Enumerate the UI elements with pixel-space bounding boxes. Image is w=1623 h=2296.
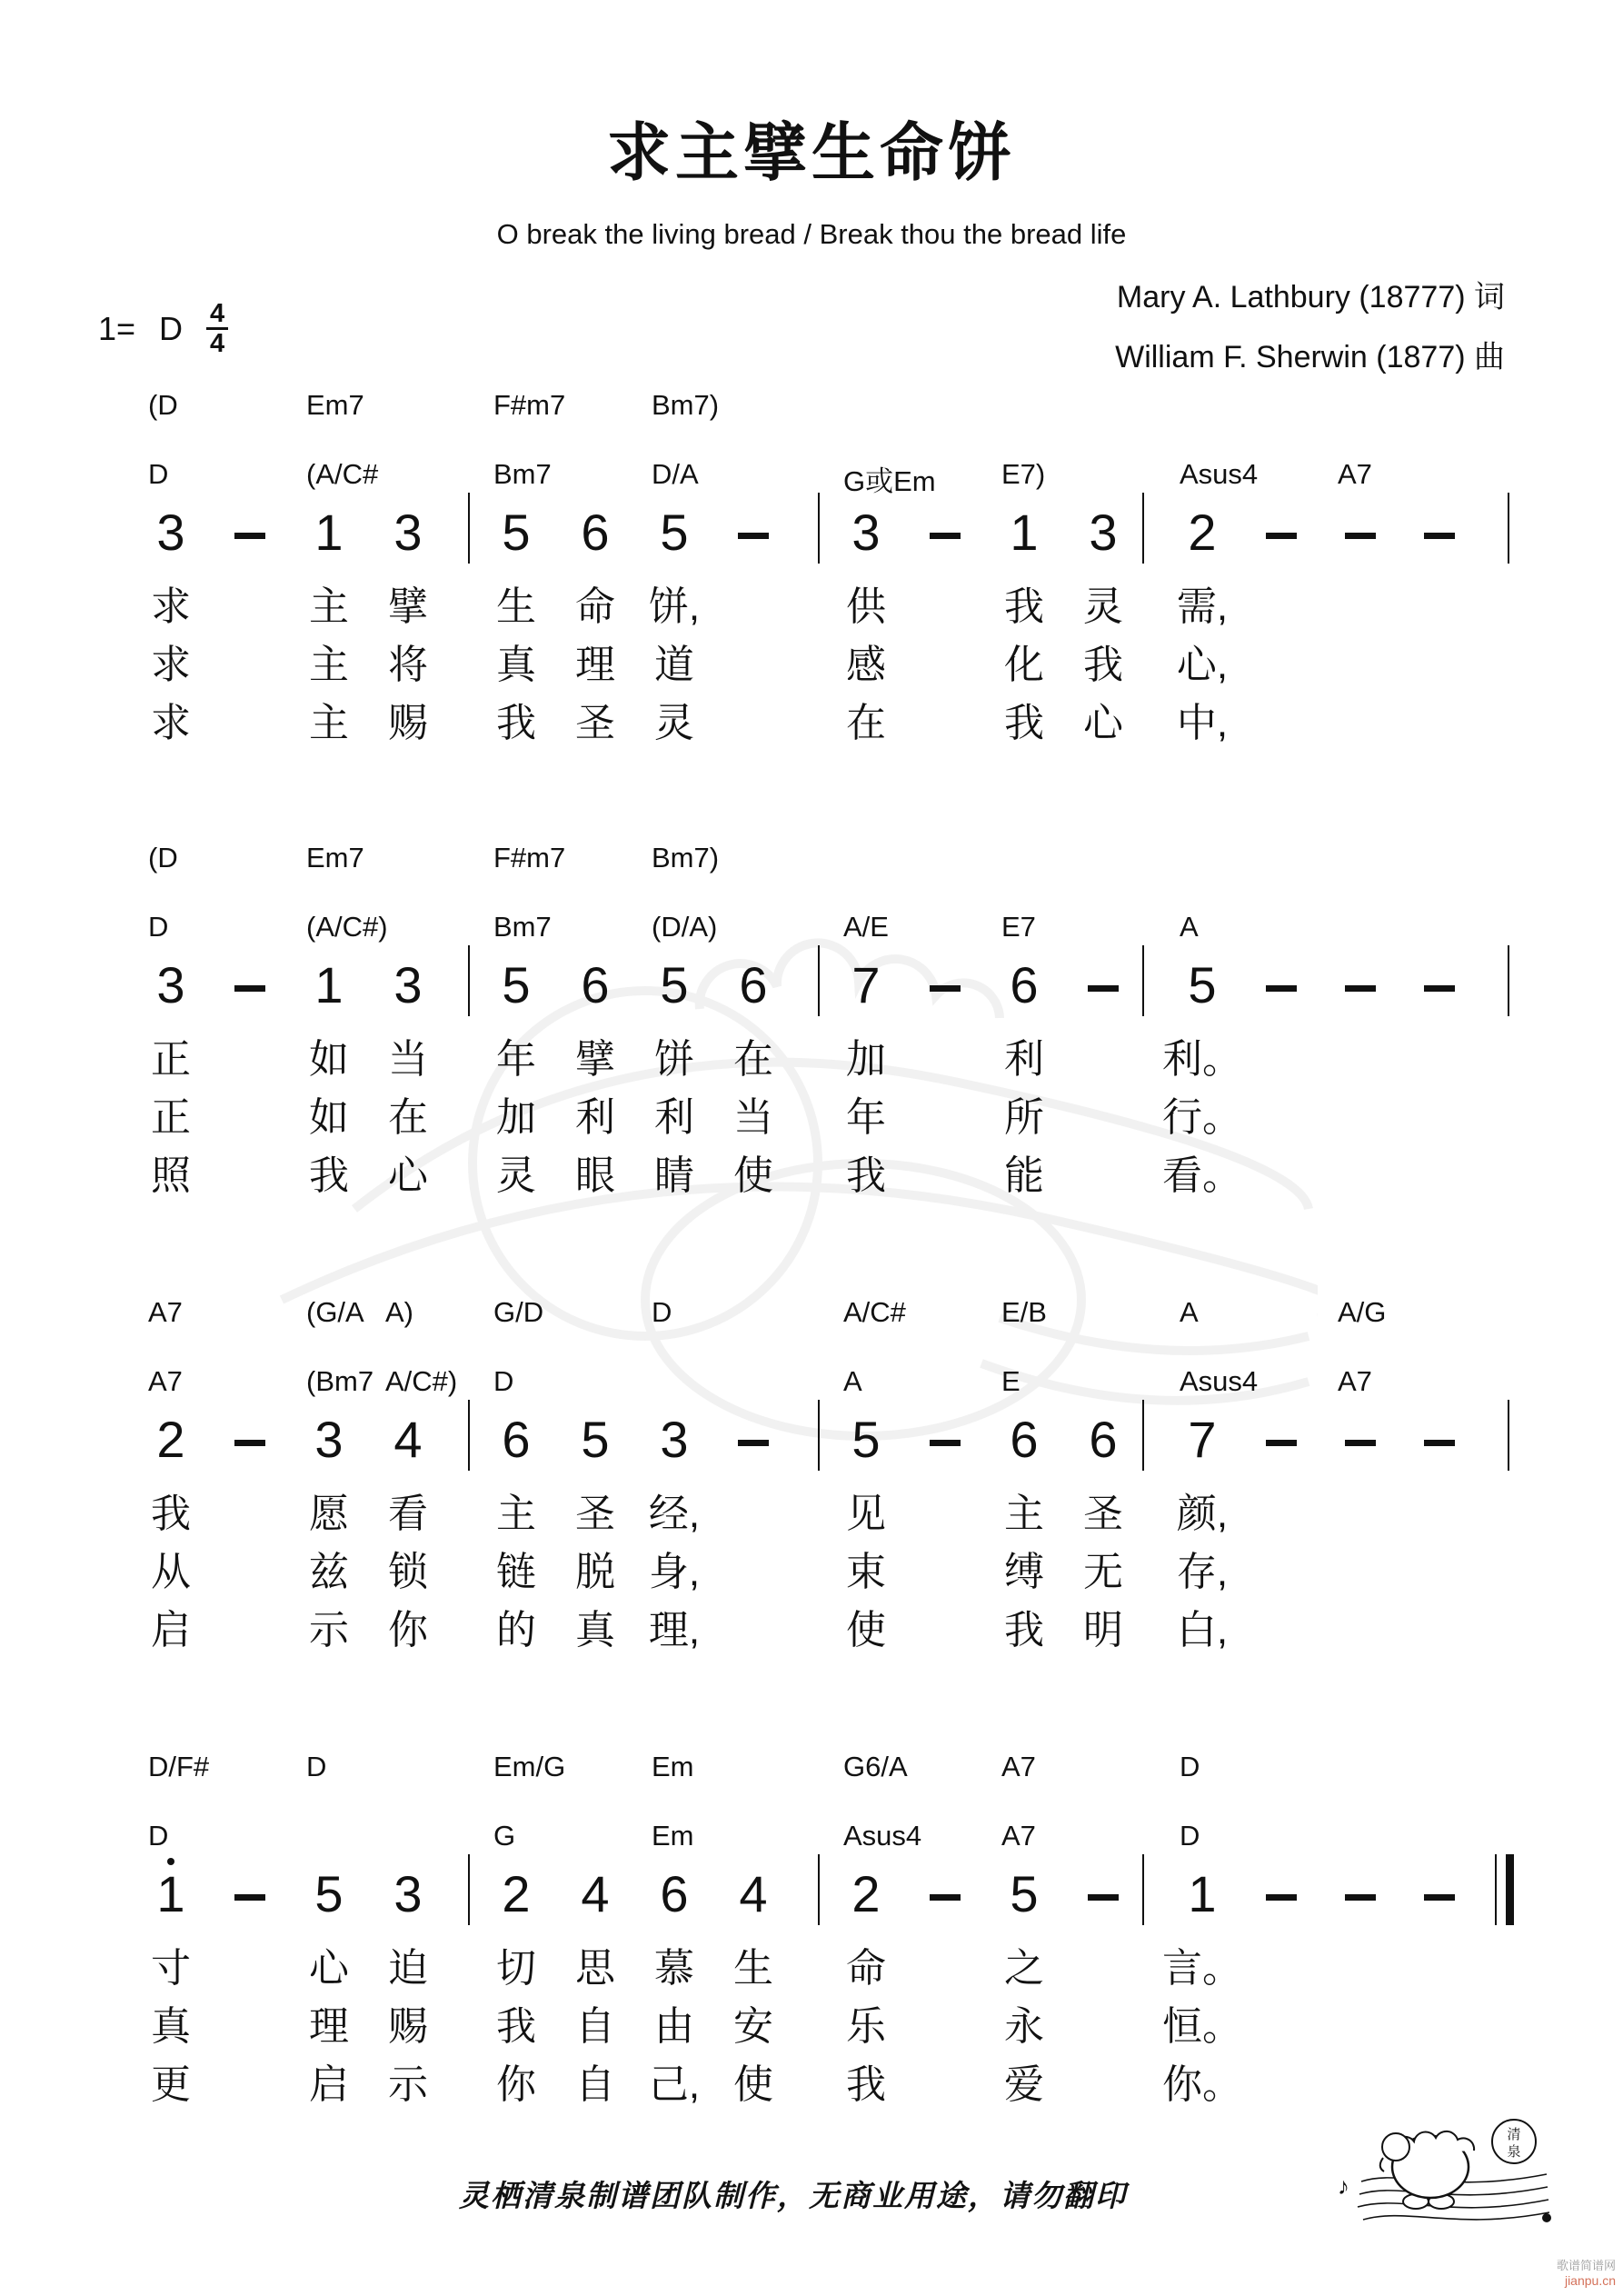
chord-label: A/C#	[843, 1296, 906, 1328]
lyric-syllable: 加	[496, 1095, 536, 1140]
chord-label: D/F#	[148, 1751, 210, 1782]
note-dash	[1088, 985, 1119, 992]
lyric-syllable: 当	[733, 1095, 773, 1140]
lyric-syllable: 看。	[1162, 1153, 1242, 1198]
lyric-syllable: 我	[1083, 643, 1123, 687]
site-name: 歌谱简谱网	[1556, 2259, 1616, 2272]
sheep-figure	[1380, 2131, 1474, 2209]
lyric-syllable: 心	[388, 1153, 428, 1198]
note-dash	[930, 533, 961, 539]
lyric-syllable: 使	[733, 2062, 773, 2107]
time-signature-numerator: 4	[206, 300, 228, 330]
note-dash	[234, 1894, 265, 1901]
logo-badge-text-top: 清	[1507, 2127, 1521, 2142]
lyric-syllable: 眼	[575, 1153, 615, 1198]
lyric-syllable: 存,	[1176, 1550, 1229, 1594]
lyric-syllable: 道	[654, 643, 694, 687]
note-dash	[1088, 1894, 1119, 1901]
lyric-syllable: 切	[496, 1946, 536, 1991]
note-digit: 3	[156, 956, 185, 1013]
chord-label: D	[148, 1820, 169, 1852]
note-digit: 1	[1188, 1865, 1217, 1922]
note-digit: 2	[1188, 504, 1217, 561]
chord-label: E/B	[1001, 1296, 1047, 1328]
logo-badge	[1492, 2120, 1536, 2163]
chord-label: Em/G	[493, 1751, 566, 1782]
system-2	[0, 834, 1623, 1207]
chord-label: Bm7	[493, 458, 552, 490]
lyric-syllable: 正	[151, 1095, 191, 1140]
lyric-syllable: 我	[846, 2062, 886, 2107]
note-digit: 7	[851, 956, 881, 1013]
note-dash	[234, 533, 265, 539]
note-digit: 4	[393, 1411, 423, 1468]
note-dash	[1266, 985, 1297, 992]
lyric-syllable: 自	[575, 2062, 615, 2107]
barline	[818, 1854, 820, 1925]
lyric-syllable: 你	[496, 2062, 536, 2107]
note-digit: 5	[1010, 1865, 1039, 1922]
publisher-sheep-logo	[1336, 2111, 1554, 2256]
barline	[468, 945, 470, 1016]
lyric-syllable: 经,	[648, 1492, 701, 1536]
lyric-syllable: 感	[846, 643, 886, 687]
note-digit: 1	[156, 1865, 185, 1922]
lyric-syllable: 心	[309, 1946, 349, 1991]
note-digit: 3	[314, 1411, 344, 1468]
lyric-syllable: 乐	[846, 2004, 886, 2049]
note-dash	[1424, 985, 1455, 992]
lyric-syllable: 永	[1004, 2004, 1044, 2049]
chord-label: G/D	[493, 1296, 544, 1328]
chord-label: A)	[385, 1296, 413, 1328]
final-barline-thick	[1506, 1854, 1514, 1925]
barline	[818, 945, 820, 1016]
lyric-syllable: 从	[151, 1550, 191, 1594]
lyric-syllable: 心	[1083, 701, 1123, 745]
lyric-syllable: 赐	[388, 2004, 428, 2049]
lyric-syllable: 我	[151, 1492, 191, 1536]
note-dash	[1424, 1440, 1455, 1446]
chord-label: Em	[652, 1820, 694, 1852]
lyric-syllable: 愿	[309, 1492, 349, 1536]
note-digit: 5	[660, 504, 689, 561]
chord-label: D	[1180, 1820, 1200, 1852]
lyric-syllable: 理,	[648, 1608, 701, 1652]
lyric-syllable: 中,	[1176, 701, 1229, 745]
barline	[818, 1400, 820, 1471]
note-digit: 5	[1188, 956, 1217, 1013]
barline	[1508, 1400, 1509, 1471]
lyric-syllable: 在	[846, 701, 886, 745]
lyric-syllable: 主	[309, 643, 349, 687]
chord-label: D	[306, 1751, 327, 1782]
lyric-syllable: 身,	[648, 1550, 701, 1594]
lyric-syllable: 真	[575, 1608, 615, 1652]
barline	[1142, 945, 1144, 1016]
lyric-syllable: 饼,	[648, 584, 701, 629]
chord-label: A	[1180, 911, 1199, 943]
lyric-syllable: 擘	[575, 1037, 615, 1082]
lyric-syllable: 圣	[1083, 1492, 1123, 1536]
logo-badge-text-bottom: 泉	[1507, 2144, 1521, 2160]
footer-note: 灵栖清泉制谱团队制作，无商业用途，请勿翻印	[459, 2178, 1127, 2213]
lyric-syllable: 明	[1083, 1608, 1123, 1652]
lyric-syllable: 求	[151, 701, 191, 745]
lyric-syllable: 利。	[1162, 1037, 1242, 1082]
note-digit: 1	[314, 956, 344, 1013]
site-watermark	[1557, 2258, 1616, 2289]
lyric-syllable: 我	[1004, 1608, 1044, 1652]
chord-label: (Bm7	[306, 1365, 374, 1397]
note-digit: 3	[1089, 504, 1118, 561]
lyric-syllable: 灵	[654, 701, 694, 745]
lyric-syllable: 心,	[1176, 643, 1229, 687]
lyric-syllable: 理	[309, 2004, 349, 2049]
chord-label: G	[493, 1820, 516, 1852]
lyric-syllable: 寸	[151, 1946, 191, 1991]
lyric-syllable: 在	[388, 1095, 428, 1140]
note-dash	[1424, 1894, 1455, 1901]
note-digit: 3	[393, 1865, 423, 1922]
note-digit: 3	[851, 504, 881, 561]
note-dash	[738, 533, 769, 539]
lyric-syllable: 主	[1004, 1492, 1044, 1536]
note-dash	[930, 1894, 961, 1901]
chord-label: G或Em	[843, 465, 936, 497]
lyric-syllable: 真	[496, 643, 536, 687]
lyric-syllable: 之	[1004, 1946, 1044, 1991]
lyric-syllable: 灵	[1083, 584, 1123, 629]
chord-label: (D	[148, 842, 178, 873]
chord-label: Asus4	[1180, 1365, 1259, 1397]
lyric-syllable: 赐	[388, 701, 428, 745]
chord-label: D/A	[652, 458, 699, 490]
lyric-syllable: 灵	[496, 1153, 536, 1198]
lyric-syllable: 启	[151, 1608, 191, 1652]
lyric-syllable: 锁	[388, 1550, 428, 1594]
lyric-syllable: 真	[151, 2004, 191, 2049]
lyric-syllable: 在	[733, 1037, 773, 1082]
note-digit: 6	[581, 504, 610, 561]
lyric-syllable: 如	[309, 1037, 349, 1082]
staff-end-dot	[1542, 2213, 1551, 2222]
chord-label: A	[843, 1365, 862, 1397]
note-digit: 6	[739, 956, 768, 1013]
lyric-syllable: 命	[575, 584, 615, 629]
lyric-syllable: 照	[151, 1153, 191, 1198]
lyric-syllable: 求	[151, 584, 191, 629]
song-title: 求主擘生命饼	[607, 117, 1016, 188]
lyric-syllable: 我	[846, 1153, 886, 1198]
lyric-syllable: 所	[1004, 1095, 1044, 1140]
lyric-syllable: 主	[309, 701, 349, 745]
lyric-syllable: 恒。	[1162, 2004, 1242, 2049]
note-dash	[1345, 985, 1376, 992]
note-dash	[930, 985, 961, 992]
lyric-syllable: 命	[846, 1946, 886, 1991]
lyric-syllable: 将	[388, 643, 428, 687]
lyric-syllable: 迫	[388, 1946, 428, 1991]
note-digit: 6	[660, 1865, 689, 1922]
note-dash	[1345, 1894, 1376, 1901]
lyric-syllable: 饼	[654, 1037, 694, 1082]
lyric-syllable: 束	[846, 1550, 886, 1594]
lyric-syllable: 加	[846, 1037, 886, 1082]
note-digit: 3	[393, 504, 423, 561]
system-3	[0, 1289, 1623, 1662]
note-dash	[1266, 533, 1297, 539]
lyric-syllable: 利	[654, 1095, 694, 1140]
lyric-syllable: 供	[846, 584, 886, 629]
chord-label: D	[493, 1365, 514, 1397]
site-url: jianpu.cn	[1564, 2273, 1616, 2288]
chord-label: (D	[148, 389, 178, 421]
note-digit: 1	[314, 504, 344, 561]
lyric-syllable: 行。	[1162, 1095, 1242, 1140]
barline	[1142, 1854, 1144, 1925]
chord-label: Em	[652, 1751, 694, 1782]
note-digit: 5	[581, 1411, 610, 1468]
note-dash	[930, 1440, 961, 1446]
note-digit: 6	[581, 956, 610, 1013]
chord-label: (A/C#	[306, 458, 379, 490]
barline	[468, 493, 470, 564]
chord-label: A/C#)	[385, 1365, 458, 1397]
chord-label: D	[1180, 1751, 1200, 1782]
barline	[818, 493, 820, 564]
chord-label: Em7	[306, 389, 364, 421]
composer-credit: William F. Sherwin (1877) 曲	[1115, 340, 1505, 374]
lyric-syllable: 见	[846, 1492, 886, 1536]
note-digit: 4	[581, 1865, 610, 1922]
lyric-syllable: 能	[1004, 1153, 1044, 1198]
lyric-syllable: 利	[1004, 1037, 1044, 1082]
chord-label: (A/C#)	[306, 911, 388, 943]
lyric-syllable: 我	[1004, 701, 1044, 745]
final-barline-thin	[1495, 1854, 1497, 1925]
lyric-syllable: 主	[496, 1492, 536, 1536]
note-dash	[1345, 533, 1376, 539]
lyric-syllable: 链	[496, 1550, 536, 1594]
note-digit: 6	[1010, 956, 1039, 1013]
lyric-syllable: 由	[654, 2004, 694, 2049]
note-dash	[738, 1440, 769, 1446]
lyric-syllable: 爱	[1004, 2062, 1044, 2107]
chord-label: E	[1001, 1365, 1021, 1397]
system-4	[0, 1743, 1623, 2116]
note-digit: 3	[660, 1411, 689, 1468]
time-signature-denominator: 4	[210, 329, 225, 359]
chord-label: A/E	[843, 911, 889, 943]
barline	[1508, 493, 1509, 564]
lyric-syllable: 主	[309, 584, 349, 629]
lyric-syllable: 示	[388, 2062, 428, 2107]
lyric-syllable: 使	[846, 1608, 886, 1652]
chord-label: A7	[1338, 1365, 1372, 1397]
barline	[1508, 945, 1509, 1016]
key-note: D	[159, 309, 184, 347]
lyric-syllable: 化	[1004, 643, 1044, 687]
lyric-syllable: 正	[151, 1037, 191, 1082]
chord-label: A7	[148, 1365, 183, 1397]
lyric-syllable: 安	[733, 2004, 773, 2049]
lyric-syllable: 看	[388, 1492, 428, 1536]
lyric-syllable: 的	[496, 1608, 536, 1652]
lyric-syllable: 圣	[575, 1492, 615, 1536]
lyric-syllable: 生	[496, 584, 536, 629]
note-dash	[1266, 1440, 1297, 1446]
chord-label: E7	[1001, 911, 1036, 943]
lyric-syllable: 我	[496, 2004, 536, 2049]
octave-dot	[167, 1858, 174, 1865]
lyric-syllable: 颜,	[1176, 1492, 1229, 1536]
lyric-syllable: 我	[496, 701, 536, 745]
music-note-icon: ♪	[1338, 2172, 1349, 2200]
lyric-syllable: 求	[151, 643, 191, 687]
chord-label: G6/A	[843, 1751, 908, 1782]
note-digit: 4	[739, 1865, 768, 1922]
lyric-syllable: 需,	[1176, 584, 1229, 629]
chord-label: A/G	[1338, 1296, 1387, 1328]
note-digit: 5	[660, 956, 689, 1013]
lyric-syllable: 圣	[575, 701, 615, 745]
chord-label: (G/A	[306, 1296, 364, 1328]
lyric-syllable: 无	[1083, 1550, 1123, 1594]
note-digit: 7	[1188, 1411, 1217, 1468]
note-digit: 3	[156, 504, 185, 561]
note-digit: 5	[502, 504, 531, 561]
note-digit: 1	[1010, 504, 1039, 561]
note-digit: 6	[1010, 1411, 1039, 1468]
chord-label: Asus4	[843, 1820, 922, 1852]
note-digit: 5	[851, 1411, 881, 1468]
chord-label: F#m7	[493, 389, 566, 421]
lyricist-credit: Mary A. Lathbury (18777) 词	[1116, 280, 1505, 314]
note-digit: 3	[393, 956, 423, 1013]
note-digit: 2	[156, 1411, 185, 1468]
note-digit: 2	[502, 1865, 531, 1922]
lyric-syllable: 年	[846, 1095, 886, 1140]
note-dash	[234, 1440, 265, 1446]
lyric-syllable: 我	[1004, 584, 1044, 629]
lyric-syllable: 己,	[648, 2062, 701, 2107]
note-digit: 6	[502, 1411, 531, 1468]
key-prefix: 1=	[98, 309, 136, 347]
chord-label: Bm7	[493, 911, 552, 943]
lyric-syllable: 启	[309, 2062, 349, 2107]
lyric-syllable: 言。	[1162, 1946, 1242, 1991]
note-dash	[234, 985, 265, 992]
barline	[468, 1854, 470, 1925]
lyric-syllable: 思	[575, 1946, 615, 1991]
lyric-syllable: 更	[151, 2062, 191, 2107]
lyric-syllable: 如	[309, 1095, 349, 1140]
chord-label: F#m7	[493, 842, 566, 873]
lyric-syllable: 我	[309, 1153, 349, 1198]
chord-label: (D/A)	[652, 911, 718, 943]
lyric-syllable: 白,	[1176, 1608, 1229, 1652]
chord-label: E7)	[1001, 458, 1046, 490]
system-1	[0, 382, 1623, 754]
chord-label: A7	[1001, 1820, 1036, 1852]
chord-label: D	[652, 1296, 672, 1328]
note-dash	[1345, 1440, 1376, 1446]
lyric-syllable: 年	[496, 1037, 536, 1082]
lyric-syllable: 擘	[388, 584, 428, 629]
note-dash	[1266, 1894, 1297, 1901]
chord-label: A	[1180, 1296, 1199, 1328]
chord-label: A7	[1338, 458, 1372, 490]
barline	[1142, 1400, 1144, 1471]
chord-label: Bm7)	[652, 842, 720, 873]
chord-label: Bm7)	[652, 389, 720, 421]
chord-label: A7	[148, 1296, 183, 1328]
lyric-syllable: 缚	[1004, 1550, 1044, 1594]
chord-label: Em7	[306, 842, 364, 873]
barline	[1142, 493, 1144, 564]
note-digit: 2	[851, 1865, 881, 1922]
lyric-syllable: 示	[309, 1608, 349, 1652]
chord-label: D	[148, 458, 169, 490]
lyric-syllable: 使	[733, 1153, 773, 1198]
lyric-syllable: 生	[733, 1946, 773, 1991]
song-subtitle: O break the living bread / Break thou the bread life	[496, 218, 1127, 250]
lyric-syllable: 自	[575, 2004, 615, 2049]
barline	[468, 1400, 470, 1471]
lyric-syllable: 脱	[575, 1550, 615, 1594]
chord-label: A7	[1001, 1751, 1036, 1782]
note-dash	[1424, 533, 1455, 539]
lyric-syllable: 慕	[654, 1946, 694, 1991]
lyric-syllable: 你	[388, 1608, 428, 1652]
note-digit: 6	[1089, 1411, 1118, 1468]
note-digit: 5	[502, 956, 531, 1013]
chord-label: D	[148, 911, 169, 943]
lyric-syllable: 你。	[1162, 2062, 1242, 2107]
lyric-syllable: 睛	[654, 1153, 694, 1198]
lyric-syllable: 当	[388, 1037, 428, 1082]
lyric-syllable: 理	[575, 643, 615, 687]
chord-label: Asus4	[1180, 458, 1259, 490]
lyric-syllable: 利	[575, 1095, 615, 1140]
lyric-syllable: 兹	[309, 1550, 349, 1594]
note-digit: 5	[314, 1865, 344, 1922]
